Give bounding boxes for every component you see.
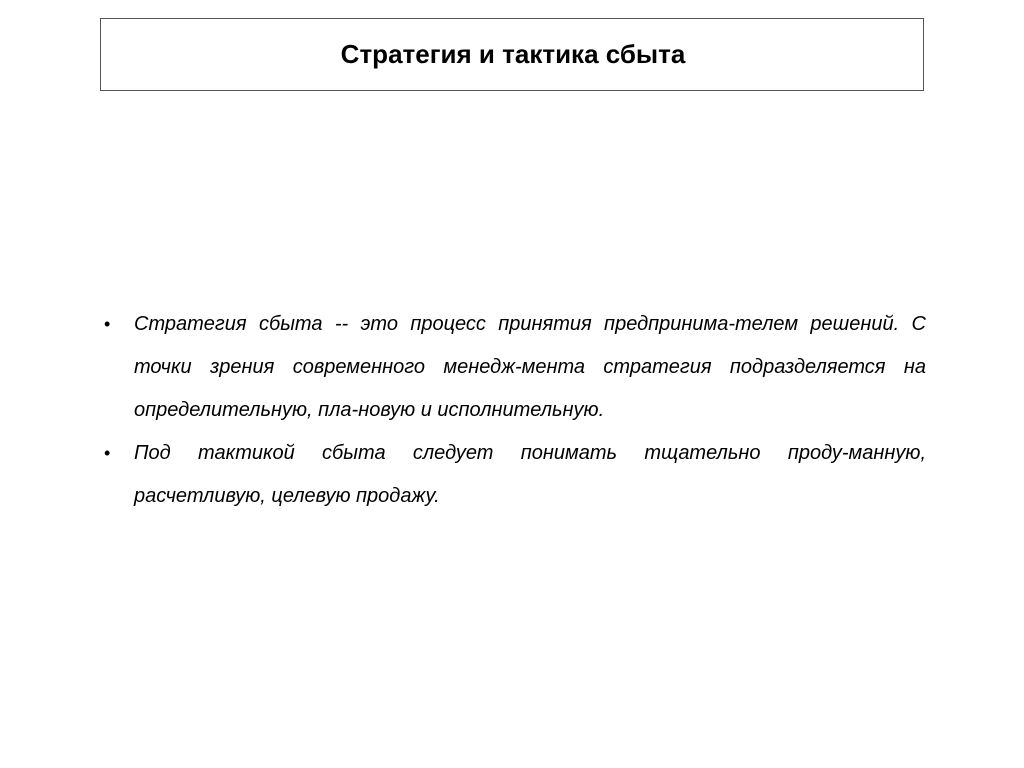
bullet-marker: • [104,314,111,334]
bullet-text-tactics: Под тактикой сбыта следует понимать тщательно проду-манную, расчетливую, целевую продажу. [134,442,926,507]
bullet-text-strategy: Стратегия сбыта -- это процесс принятия предпринима-телем решений. С точки зрения современного менедж-мента стратегия подразделяется на определительную, пла-новую и исполнительную. [134,313,926,421]
bullet-item [104,432,926,518]
bullet-marker: • [104,443,111,463]
bullet-list [104,303,926,518]
bullet-item [104,303,926,432]
slide-title: Стратегия и тактика сбыта [340,39,686,69]
title-box [100,18,924,91]
